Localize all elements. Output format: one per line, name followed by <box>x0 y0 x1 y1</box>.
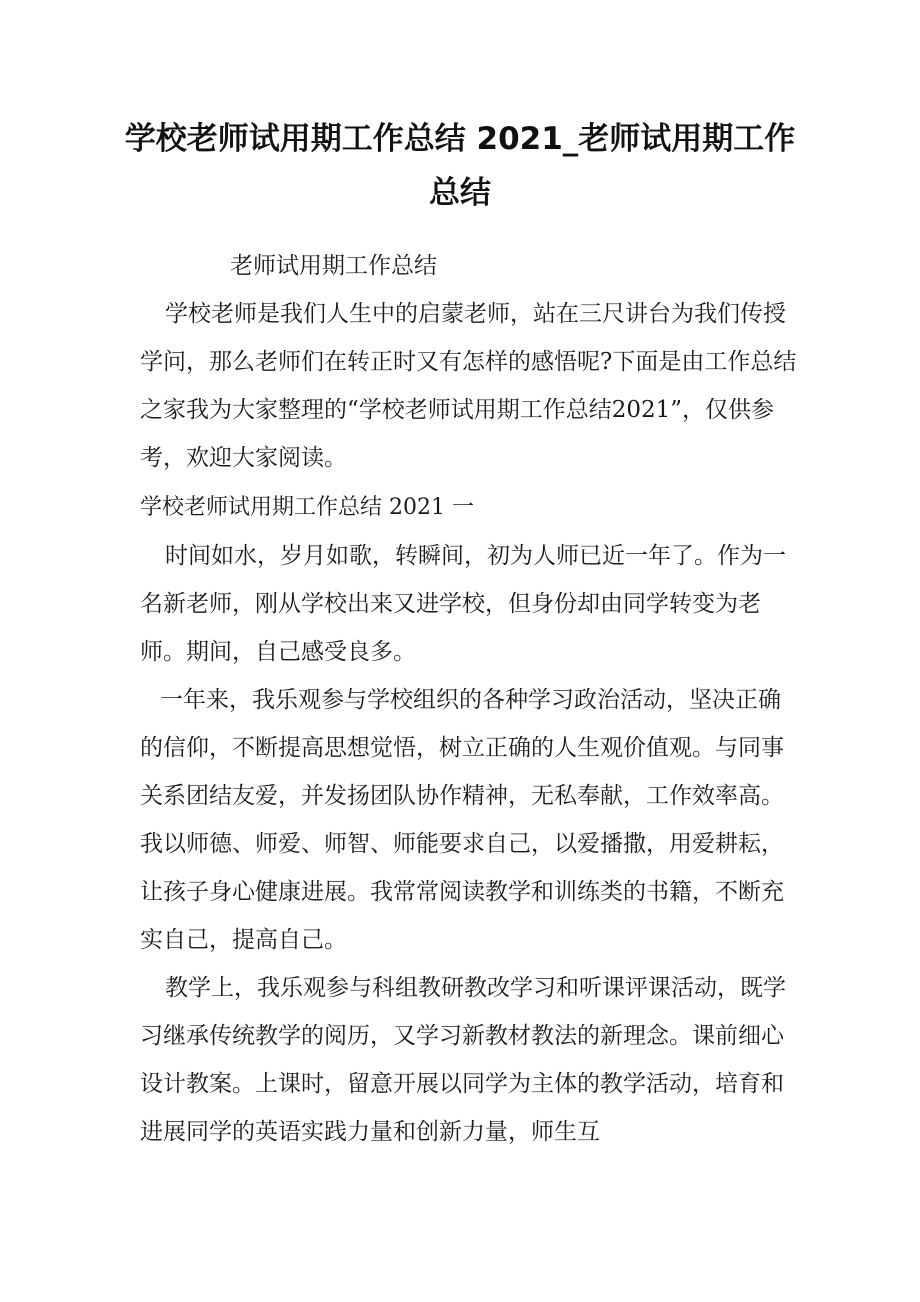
body-paragraph-3: 教学上，我乐观参与科组教研教改学习和听课评课活动，既学习继承传统教学的阅历，又学习新教材教法的新理念。课前细心设计教案。上课时，留意开展以同学为主体的教学活动，培育和进展同学的英语实践力量和创新力量，师生互 <box>140 975 786 1145</box>
document-subtitle: 老师试用期工作总结 <box>230 253 437 279</box>
body-paragraph-1: 时间如水，岁月如歌，转瞬间，初为人师已近一年了。作为一名新老师，刚从学校出来又进学校，但身份却由同学转变为老师。期间，自己感受良多。 <box>140 543 786 665</box>
document-title: 学校老师试用期工作总结 2021_老师试用期工作总结 <box>124 121 796 211</box>
intro-paragraph: 学校老师是我们人生中的启蒙老师，站在三尺讲台为我们传授学问，那么老师们在转正时又有怎样的感悟呢?下面是由工作总结之家我为大家整理的“学校老师试用期工作总结2021”，仅供参考，欢迎大家阅读。 <box>140 301 797 471</box>
section-heading: 学校老师试用期工作总结 2021 一 <box>140 495 474 520</box>
body-paragraph-2: 一年来，我乐观参与学校组织的各种学习政治活动，坚决正确的信仰，不断提高思想觉悟，树立正确的人生观价值观。与同事关系团结友爱，并发扬团队协作精神，无私奉献，工作效率高。我以师德、师爱、师智、师能要求自己，以爱播撒，用爱耕耘，让孩子身心健康进展。我常常阅读教学和训练类的书籍，不断充实自己，提高自己。 <box>140 687 784 953</box>
